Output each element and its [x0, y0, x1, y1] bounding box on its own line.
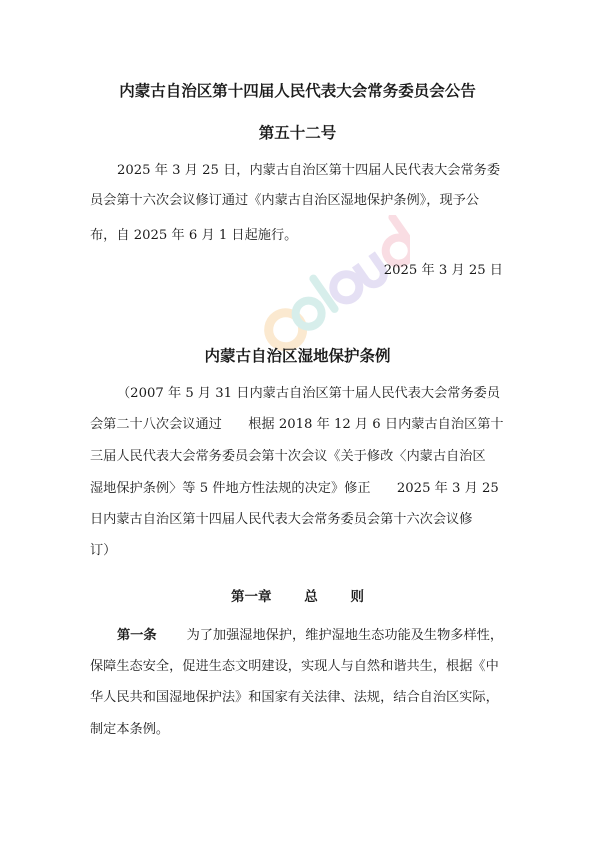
article-1-text-1: 为了加强湿地保护，维护湿地生态功能及生物多样性， [186, 628, 504, 643]
chapter-number: 第一章 [231, 589, 272, 605]
history-line-1: （2007 年 5 月 31 日内蒙古自治区第十届人民代表大会常务委员 [117, 386, 501, 401]
announcement-line-1: 2025 年 3 月 25 日，内蒙古自治区第十四届人民代表大会常务委 [117, 163, 501, 178]
article-1-line-4: 制定本条例。 [90, 722, 170, 737]
regulation-title: 内蒙古自治区湿地保护条例 [204, 347, 391, 365]
article-1-line-1 [117, 628, 503, 644]
history-line-4: 湿地保护条例〉等 5 件地方性法规的决定》修正 2025 年 3 月 25 [90, 481, 499, 496]
history-line-3: 三届人民代表大会常务委员会第十次会议《关于修改〈内蒙古自治区 [90, 449, 486, 464]
chapter-title-a: 总 [304, 589, 318, 605]
article-1-label: 第一条 [117, 628, 157, 643]
announcement-line-2: 员会第十六次会议修订通过《内蒙古自治区湿地保护条例》，现予公 [90, 193, 480, 208]
announcement-line-3: 布，自 2025 年 6 月 1 日起施行。 [90, 228, 298, 243]
chapter-heading [0, 585, 595, 605]
history-line-6: 订） [90, 543, 117, 558]
article-1-line-3: 华人民共和国湿地保护法》和国家有关法律、法规，结合自治区实际， [90, 690, 499, 705]
history-line-2: 会第二十八次会议通过 根据 2018 年 12 月 6 日内蒙古自治区第十 [90, 417, 504, 432]
announcement-title: 内蒙古自治区第十四届人民代表大会常务委员会公告 [119, 82, 476, 100]
announcement-date: 2025 年 3 月 25 日 [383, 263, 503, 278]
announcement-number: 第五十二号 [258, 124, 337, 142]
article-1-line-2: 保障生态安全，促进生态文明建设，实现人与自然和谐共生，根据《中 [90, 659, 499, 674]
chapter-title-b: 则 [350, 589, 364, 605]
history-line-5: 日内蒙古自治区第十四届人民代表大会常务委员会第十六次会议修 [90, 512, 473, 527]
